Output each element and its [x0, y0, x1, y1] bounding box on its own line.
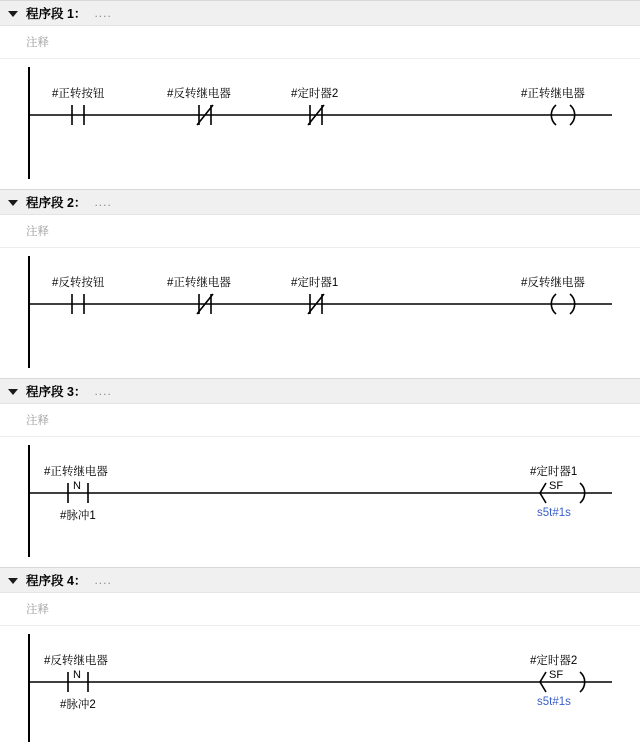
network-2-rung: [0, 248, 640, 378]
collapse-arrow-icon[interactable]: [6, 573, 20, 587]
collapse-arrow-icon[interactable]: [6, 384, 20, 398]
contact-label[interactable]: #定时器1: [291, 277, 339, 289]
network-1-ladder-graphics: [0, 59, 640, 189]
network-2-subtitle: ....: [94, 195, 112, 209]
contact-label[interactable]: #反转继电器: [167, 88, 231, 100]
timer-top-label[interactable]: #定时器1: [530, 466, 578, 478]
network-2-comment[interactable]: 注释: [0, 215, 640, 248]
network-1-subtitle: ....: [94, 6, 112, 20]
timer-letter: SF: [549, 480, 564, 492]
pulse-letter: N: [73, 480, 81, 492]
network-2-ladder-graphics: [0, 248, 640, 378]
network-4-header[interactable]: [0, 567, 640, 593]
network-3-header[interactable]: [0, 378, 640, 404]
network-2-header[interactable]: [0, 189, 640, 215]
pulse-bottom-label[interactable]: #脉冲2: [60, 699, 96, 711]
network-3-subtitle: ....: [94, 384, 112, 398]
contact-label[interactable]: #定时器2: [291, 88, 339, 100]
network-1: [0, 0, 640, 189]
network-3-title: 程序段 3：: [26, 385, 87, 399]
network-4-ladder-graphics: [0, 626, 640, 756]
network-3: [0, 378, 640, 567]
network-3-rung: [0, 437, 640, 567]
network-4-subtitle: ....: [94, 573, 112, 587]
coil-label[interactable]: #正转继电器: [521, 88, 585, 100]
network-2: [0, 189, 640, 378]
network-3-comment[interactable]: 注释: [0, 404, 640, 437]
network-4-rung: [0, 626, 640, 756]
network-4-title: 程序段 4：: [26, 574, 87, 588]
timer-value[interactable]: s5t#1s: [537, 696, 571, 708]
pulse-top-label[interactable]: #反转继电器: [44, 655, 108, 667]
timer-top-label[interactable]: #定时器2: [530, 655, 578, 667]
pulse-top-label[interactable]: #正转继电器: [44, 466, 108, 478]
network-1-comment[interactable]: 注释: [0, 26, 640, 59]
network-4: [0, 567, 640, 756]
network-1-title: 程序段 1：: [26, 7, 87, 21]
pulse-bottom-label[interactable]: #脉冲1: [60, 510, 96, 522]
pulse-letter: N: [73, 669, 81, 681]
coil-label[interactable]: #反转继电器: [521, 277, 585, 289]
network-3-ladder-graphics: [0, 437, 640, 567]
contact-label[interactable]: #正转继电器: [167, 277, 231, 289]
network-1-header[interactable]: [0, 0, 640, 26]
network-2-title: 程序段 2：: [26, 196, 87, 210]
timer-value[interactable]: s5t#1s: [537, 507, 571, 519]
contact-label[interactable]: #正转按钮: [52, 88, 105, 100]
contact-label[interactable]: #反转按钮: [52, 277, 105, 289]
network-1-rung: [0, 59, 640, 189]
network-4-comment[interactable]: 注释: [0, 593, 640, 626]
timer-letter: SF: [549, 669, 564, 681]
collapse-arrow-icon[interactable]: [6, 6, 20, 20]
collapse-arrow-icon[interactable]: [6, 195, 20, 209]
